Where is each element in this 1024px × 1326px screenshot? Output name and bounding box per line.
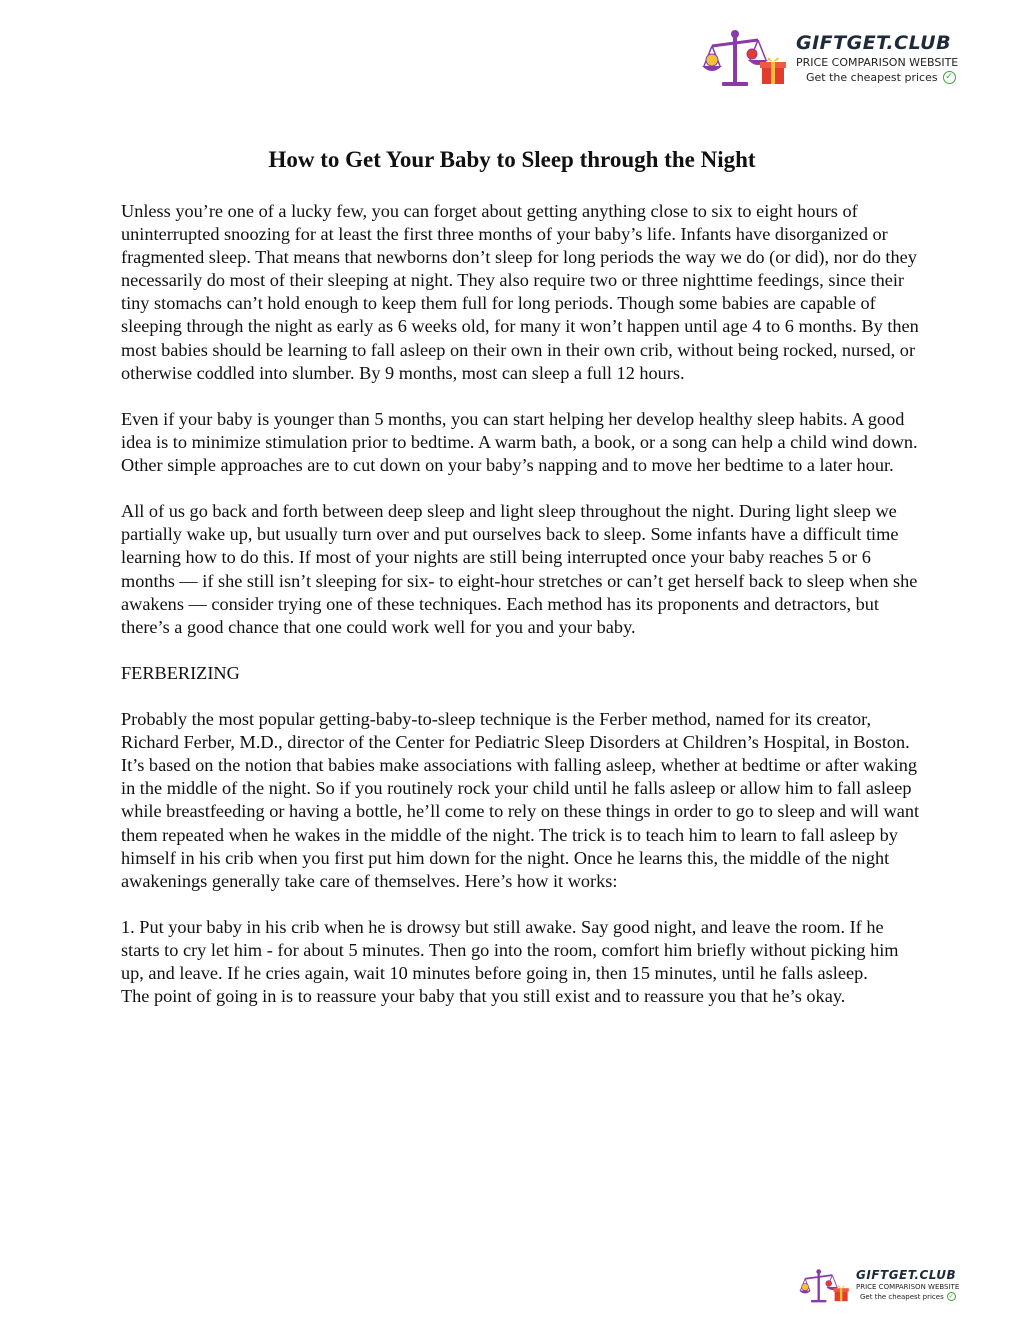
giftget-logo-top[interactable] — [700, 26, 958, 94]
scale-gift-icon — [798, 1266, 850, 1308]
article-body — [121, 200, 921, 1008]
scale-gift-icon — [700, 26, 788, 94]
logo-text — [856, 1268, 959, 1301]
check-circle-icon: ✓ — [948, 1293, 954, 1300]
paragraph-sleep-cycles: All of us go back and forth between deep sleep and light sleep throughout the night. During light sleep we partially wake up, but usually turn over and put ourselves back to sleep. Some infants have a difficult time learning how to do this. If most of your nights are still being interrupted once your baby reaches 5 or 6 months — if she still isn’t sleeping for six- to eight-hour stretches or can’t get herself back to sleep when she awakens — consider trying one of these techniques. Each method has its proponents and detractors, but there’s a good chance that one could work well for you and your baby. — [121, 501, 918, 637]
paragraph-habits: Even if your baby is younger than 5 months, you can start helping her develop healthy sleep habits. A good idea is to minimize stimulation prior to bedtime. A warm bath, a book, or a song can help a child wind down. Other simple approaches are to cut down on your baby’s napping and to move her bedtime to a later hour. — [121, 408, 918, 476]
logo-text — [796, 32, 958, 84]
giftget-logo-bottom[interactable] — [798, 1266, 959, 1308]
brand-tagline: PRICE COMPARISON WEBSITE — [856, 1283, 960, 1291]
brand-tagline: PRICE COMPARISON WEBSITE — [796, 56, 959, 69]
paragraph-intro: Unless you’re one of a lucky few, you can forget about getting anything close to six to eight hours of uninterrupted snoozing for at least the first three months of your baby’s life. Infants have disorganized or fragmented sleep. That means that newborns don’t sleep for long periods the way we do (or did), nor do they necessarily do most of their sleeping at night. They also require two or three nighttime feedings, since their tiny stomachs can’t hold enough to keep them full for long periods. Though some babies are capable of sleeping through the night as early as 6 weeks old, for many it won’t happen until age 4 to 6 months. By then most babies should be learning to fall asleep on their own in their own crib, without being rocked, nursed, or otherwise coddled into slumber. By 9 months, most can sleep a full 12 hours. — [121, 201, 919, 383]
cheapest-prices-text: Get the cheapest prices — [860, 1292, 944, 1301]
paragraph-step-1: 1. Put your baby in his crib when he is drowsy but still awake. Say good night, and leave the room. If he starts to cry let him - for about 5 minutes. Then go into the room, comfort him briefly without picking him up, and leave. If he cries again, wait 10 minutes before going in, then 15 minutes, until he falls asleep. — [121, 916, 899, 984]
page-title: How to Get Your Baby to Sleep through the Night — [268, 147, 756, 172]
check-circle-icon: ✓ — [943, 71, 956, 84]
cheapest-prices-text: Get the cheapest prices — [806, 71, 938, 84]
section-heading-ferberizing: FERBERIZING — [121, 662, 240, 683]
paragraph-ferber-method: Probably the most popular getting-baby-to-sleep technique is the Ferber method, named for its creator, Richard Ferber, M.D., director of the Center for Pediatric Sleep Disorders at Children’s Hospital, in Boston. It’s based on the notion that babies make associations with falling asleep, whether at bedtime or after waking in the middle of the night. So if you routinely rock your child until he falls asleep or allow him to fall asleep while breastfeeding or having a bottle, he’ll come to rely on these things in order to go to sleep and will want them repeated when he wakes in the middle of the night. The trick is to teach him to learn to fall asleep by himself in his crib when you first put him down for the night. Once he learns this, the middle of the night awakenings generally take care of themselves. Here’s how it works: — [121, 709, 920, 891]
brand-name: GIFTGET.CLUB — [796, 32, 952, 54]
paragraph-reassure: The point of going in is to reassure your baby that you still exist and to reassure you that he’s okay. — [121, 986, 846, 1007]
cheapest-prices-label — [856, 1292, 959, 1301]
cheapest-prices-label — [796, 71, 958, 84]
brand-name: GIFTGET.CLUB — [856, 1268, 957, 1282]
